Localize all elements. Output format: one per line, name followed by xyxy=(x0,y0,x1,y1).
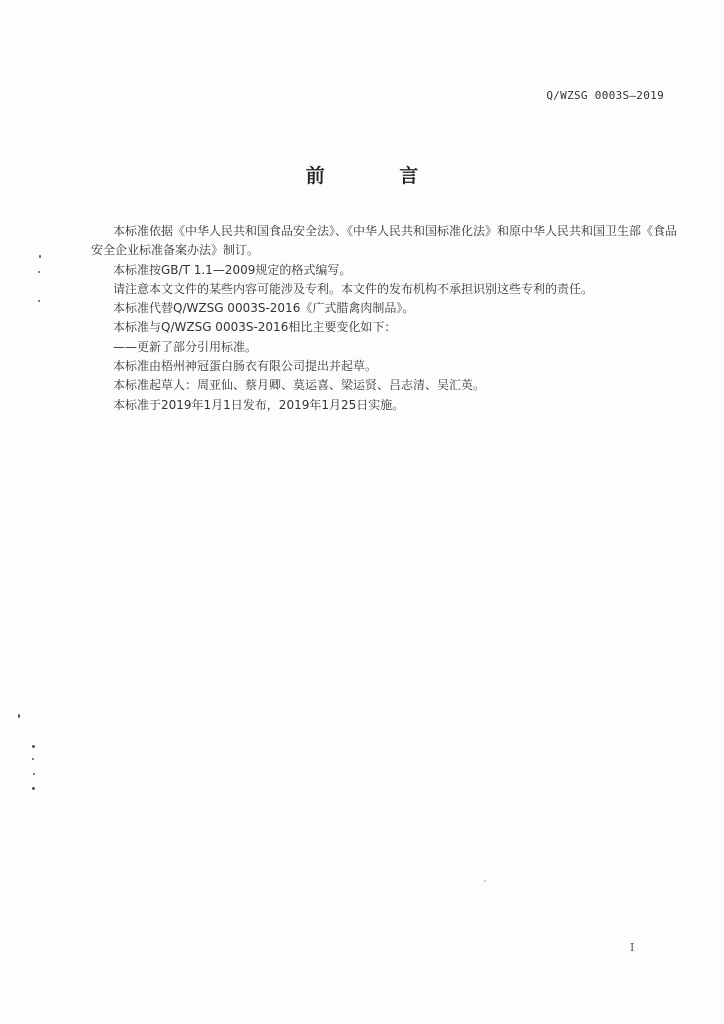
page-number: I xyxy=(630,941,635,954)
scan-speck xyxy=(32,758,34,760)
paragraph-format: 本标准按GB/T 1.1—2009规定的格式编写。 xyxy=(113,262,352,277)
scan-speck xyxy=(32,745,35,748)
paragraph-replaces: 本标准代替Q/WZSG 0003S-2016《广式腊禽肉制品》。 xyxy=(113,301,415,316)
scan-mark xyxy=(484,880,486,882)
paragraph-proposer: 本标准由梧州神冠蛋白肠衣有限公司提出并起草。 xyxy=(113,359,378,374)
paragraph-change-item: ——更新了部分引用标准。 xyxy=(113,339,258,354)
paragraph-drafters: 本标准起草人：周亚仙、蔡月卿、莫运喜、梁运贤、吕志清、吴汇英。 xyxy=(113,378,486,393)
scan-speck xyxy=(32,787,35,790)
paragraph-changes-intro: 本标准与Q/WZSG 0003S-2016相比主要变化如下： xyxy=(113,320,397,335)
page-title: 前 言 xyxy=(305,165,453,187)
paragraph-basis: 本标准依据《中华人民共和国食品安全法》、《中华人民共和国标准化法》和原中华人民共和国卫生部《食品安全企业标准备案办法》制订。 xyxy=(91,224,678,258)
scan-speck xyxy=(18,714,20,718)
foreword-body xyxy=(91,222,681,415)
scan-speck xyxy=(38,271,40,273)
paragraph-patent-notice: 请注意本文文件的某些内容可能涉及专利。本文件的发布机构不承担识别这些专利的责任。 xyxy=(113,281,594,296)
scan-speck xyxy=(33,773,35,775)
scan-speck xyxy=(38,300,40,302)
paragraph-dates: 本标准于2019年1月1日发布，2019年1月25日实施。 xyxy=(113,397,405,412)
document-code: Q/WZSG 0003S—2019 xyxy=(546,89,664,102)
scan-speck xyxy=(39,255,41,258)
